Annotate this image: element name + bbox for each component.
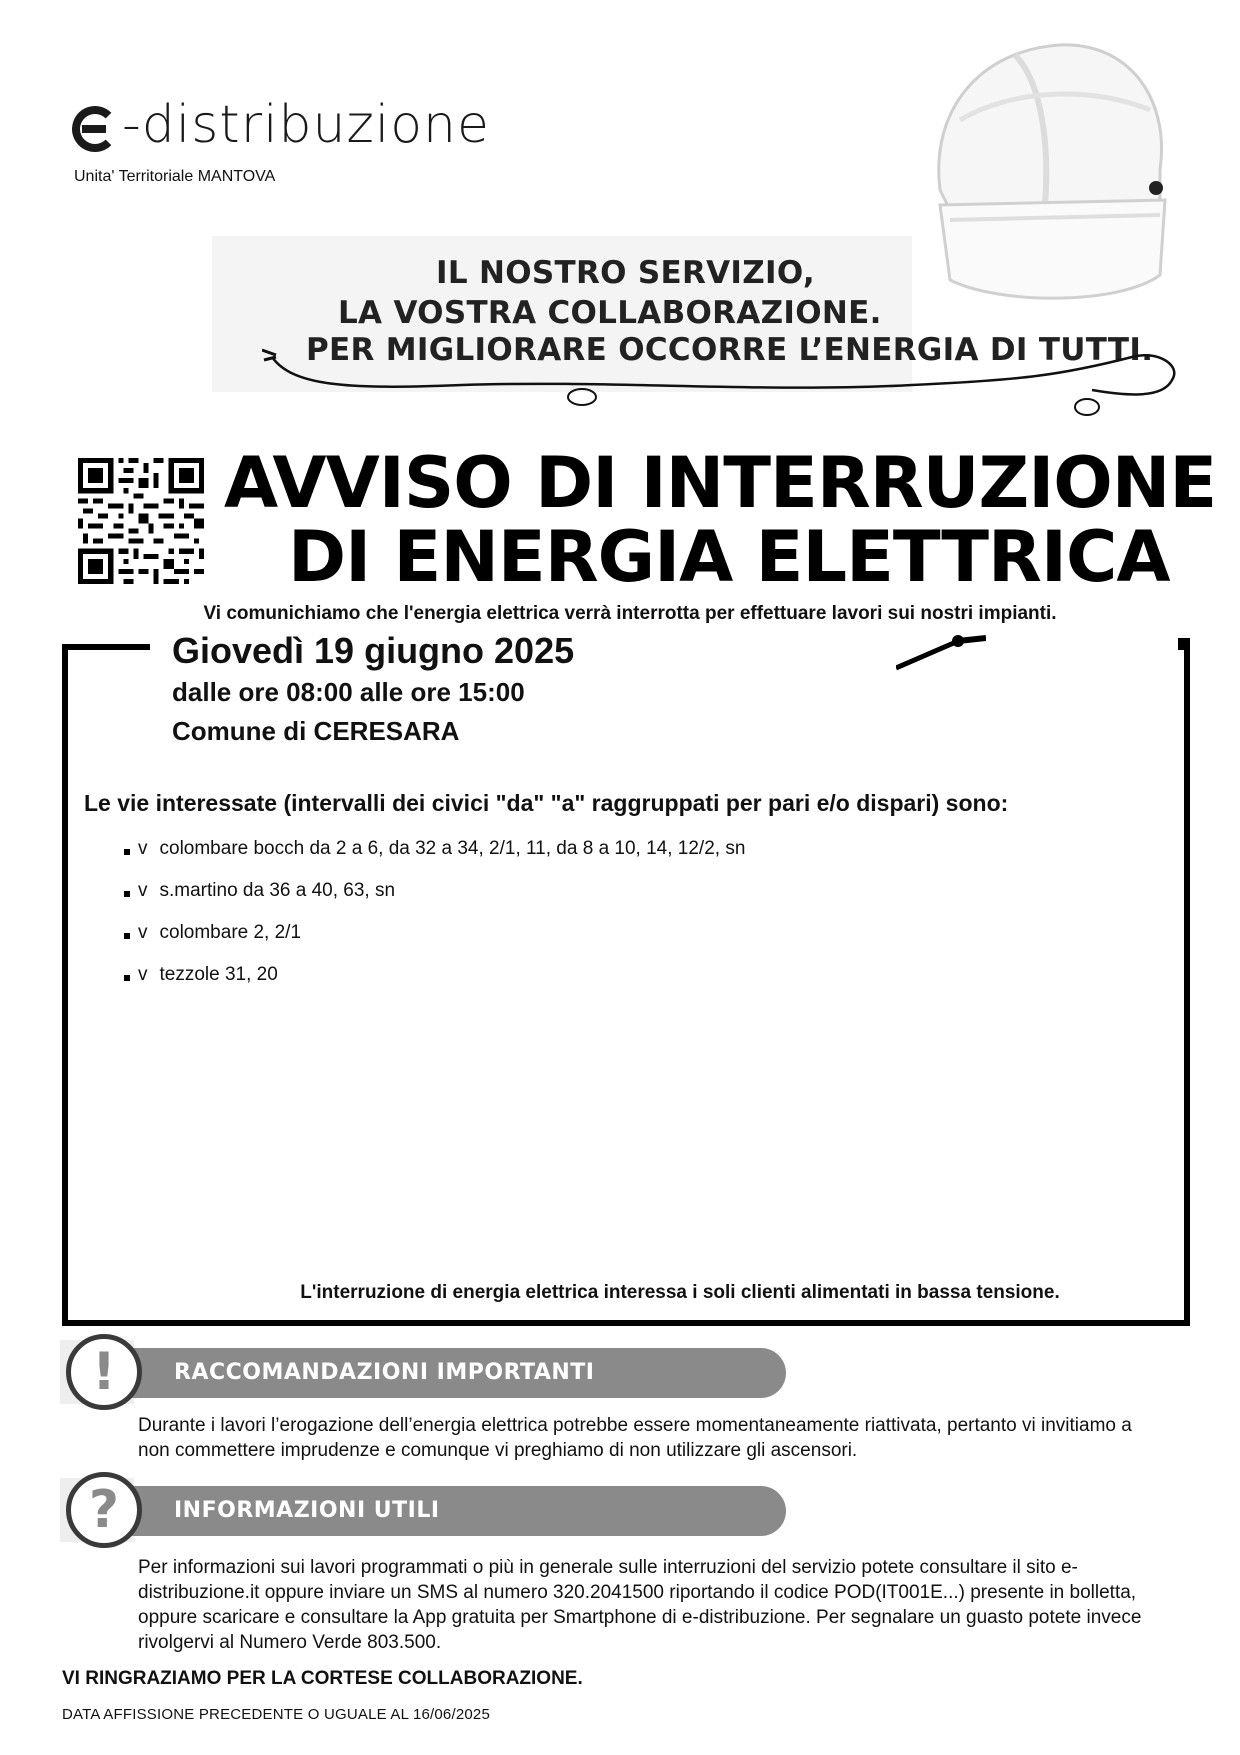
list-item xyxy=(124,870,745,912)
street-text: colombare bocch da 2 a 6, da 32 a 34, 2/1, 11, da 8 a 10, 14, 12/2, sn xyxy=(159,838,746,859)
street-prefix: v xyxy=(138,964,148,985)
interruption-date: Giovedì 19 giugno 2025 xyxy=(172,630,575,671)
bullet-icon xyxy=(124,933,130,939)
warning-icon: ! xyxy=(66,1334,142,1410)
recommendations-text: Durante i lavori l’erogazione dell’energia elettrica potrebbe essere momentaneamente riattivata, pertanto vi invitiamo a non commettere imprudenze e comunque vi preghiamo di non utilizzare gli ascensori. xyxy=(138,1415,1132,1461)
bullet-icon xyxy=(124,975,130,981)
bullet-icon xyxy=(124,891,130,897)
list-item xyxy=(124,828,745,870)
info-title: INFORMAZIONI UTILI xyxy=(174,1498,440,1523)
thanks-text: VI RINGRAZIAMO PER LA CORTESE COLLABORAZIONE. xyxy=(62,1668,583,1689)
streets-list xyxy=(124,828,745,996)
street-prefix: v xyxy=(138,880,148,901)
power-cable-icon xyxy=(262,345,1202,425)
posting-date: DATA AFFISSIONE PRECEDENTE O UGUALE AL 16/06/2025 xyxy=(62,1706,491,1723)
frame-top-right-corner xyxy=(1178,638,1190,650)
frame-pole-icon xyxy=(896,634,986,674)
intro-text: Vi comunichiamo che l'energia elettrica verrà interrotta per effettuare lavori sui nostri impianti. xyxy=(203,603,1057,624)
slogan-line-2: LA VOSTRA COLLABORAZIONE. xyxy=(338,295,882,331)
main-title-line-1: AVVISO DI INTERRUZIONE xyxy=(224,442,1217,524)
streets-heading: Le vie interessate (intervalli dei civici "da" "a" raggruppati per pari e/o dispari) sono: xyxy=(84,790,1009,816)
bullet-icon xyxy=(124,849,130,855)
frame-top-left-segment xyxy=(62,644,150,650)
territorial-unit: Unita' Territoriale MANTOVA xyxy=(74,168,276,185)
company-logo xyxy=(72,95,490,155)
street-prefix: v xyxy=(138,838,148,859)
info-text: Per informazioni sui lavori programmati o più in generale sulle interruzioni del servizio potete consultare il sito e-distribuzione.it oppure inviare un SMS al numero 320.2041500 riportando il codice POD(IT001E...) presente in bolletta, oppure scaricare e consultare la App gratuita per Smartphone di e-distribuzione. Per segnalare un guasto potete invece rivolgervi al Numero Verde 803.500. xyxy=(138,1557,1142,1653)
main-title-line-2: DI ENERGIA ELETTRICA xyxy=(288,516,1170,598)
recommendations-title: RACCOMANDAZIONI IMPORTANTI xyxy=(174,1360,595,1385)
low-voltage-note: L'interruzione di energia elettrica interessa i soli clienti alimentati in bassa tensione. xyxy=(300,1282,1060,1303)
slogan-line-3: PER MIGLIORARE OCCORRE L’ENERGIA DI TUTTI. xyxy=(306,332,1154,368)
municipality: Comune di CERESARA xyxy=(172,716,460,746)
safety-helmet-icon xyxy=(920,20,1180,320)
street-prefix: v xyxy=(138,922,148,943)
logo-e-mark xyxy=(72,106,118,152)
street-text: colombare 2, 2/1 xyxy=(159,922,302,943)
street-text: tezzole 31, 20 xyxy=(159,964,278,985)
list-item xyxy=(124,912,745,954)
slogan-line-1: IL NOSTRO SERVIZIO, xyxy=(436,255,815,291)
question-mark-icon: ? xyxy=(66,1472,142,1548)
street-text: s.martino da 36 a 40, 63, sn xyxy=(159,880,396,901)
qr-code[interactable] xyxy=(78,458,204,584)
list-item xyxy=(124,954,745,996)
logo-text: -distribuzione xyxy=(122,95,490,155)
interruption-hours: dalle ore 08:00 alle ore 15:00 xyxy=(172,677,525,707)
